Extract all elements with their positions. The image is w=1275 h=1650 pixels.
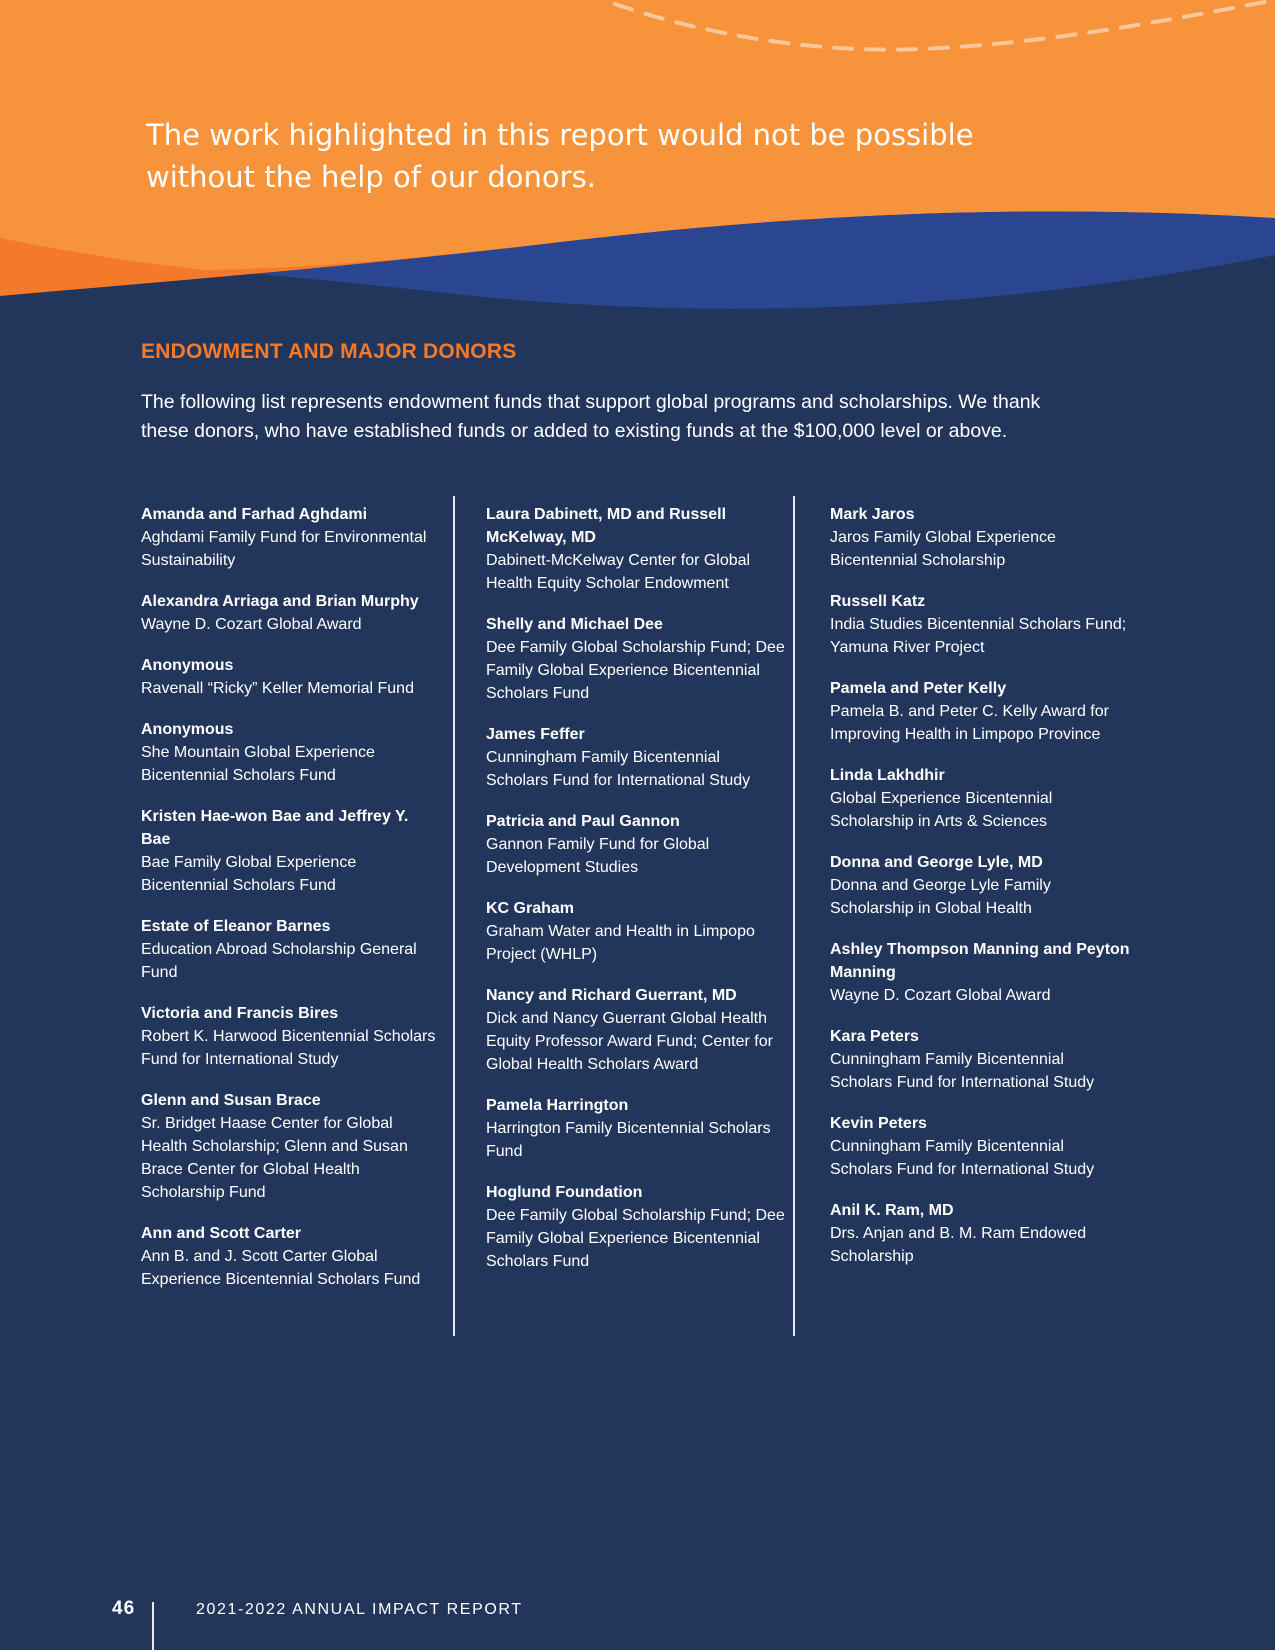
donor-entry xyxy=(830,851,1130,920)
donor-fund: Graham Water and Health in Limpopo Project (WHLP) xyxy=(486,923,755,963)
donor-fund: Harrington Family Bicentennial Scholars Fund xyxy=(486,1120,771,1160)
donor-fund: India Studies Bicentennial Scholars Fund; Yamuna River Project xyxy=(830,616,1127,656)
donor-fund: Global Experience Bicentennial Scholarship in Arts & Sciences xyxy=(830,790,1053,830)
donor-fund: Ravenall “Ricky” Keller Memorial Fund xyxy=(141,680,414,697)
donor-entry xyxy=(830,1199,1130,1268)
donor-entry xyxy=(141,590,441,636)
donor-fund: Aghdami Family Fund for Environmental Sustainability xyxy=(141,529,427,569)
column-divider xyxy=(453,496,455,1336)
donor-name: Ann and Scott Carter xyxy=(141,1225,302,1242)
donor-fund: Wayne D. Cozart Global Award xyxy=(141,616,362,633)
donor-fund: She Mountain Global Experience Bicentennial Scholars Fund xyxy=(141,744,375,784)
donor-fund: Education Abroad Scholarship General Fund xyxy=(141,941,417,981)
donor-name: Kevin Peters xyxy=(830,1115,927,1132)
donor-column-3 xyxy=(830,503,1130,1286)
donor-fund: Robert K. Harwood Bicentennial Scholars Fund for International Study xyxy=(141,1028,436,1068)
page-number: 46 xyxy=(112,1598,136,1619)
section-intro: The following list represents endowment funds that support global programs and scholarships. We thank these donors, who have established funds or added to existing funds at the $100,000 level or above. xyxy=(141,391,1041,442)
donor-fund: Pamela B. and Peter C. Kelly Award for Improving Health in Limpopo Province xyxy=(830,703,1109,743)
donor-fund: Gannon Family Fund for Global Development Studies xyxy=(486,836,710,876)
donor-name: Russell Katz xyxy=(830,593,926,610)
donor-name: Victoria and Francis Bires xyxy=(141,1005,339,1022)
donor-fund: Dabinett-McKelway Center for Global Health Equity Scholar Endowment xyxy=(486,552,751,592)
donor-name: KC Graham xyxy=(486,900,575,917)
donor-fund: Donna and George Lyle Family Scholarship in Global Health xyxy=(830,877,1051,917)
donor-name: Patricia and Paul Gannon xyxy=(486,813,680,830)
donor-fund: Bae Family Global Experience Bicentennial Scholars Fund xyxy=(141,854,357,894)
donor-entry xyxy=(486,810,786,879)
donor-name: Anil K. Ram, MD xyxy=(830,1202,954,1219)
donor-fund: Cunningham Family Bicentennial Scholars Fund for International Study xyxy=(830,1138,1095,1178)
donor-name: Amanda and Farhad Aghdami xyxy=(141,506,368,523)
donor-entry xyxy=(830,764,1130,833)
donor-name: Pamela and Peter Kelly xyxy=(830,680,1007,697)
donor-fund: Dick and Nancy Guerrant Global Health Equity Professor Award Fund; Center for Global Health Scholars Award xyxy=(486,1010,773,1073)
donor-fund: Jaros Family Global Experience Bicentennial Scholarship xyxy=(830,529,1056,569)
donor-name: Alexandra Arriaga and Brian Murphy xyxy=(141,593,419,610)
donor-entry xyxy=(486,613,786,705)
donor-name: Donna and George Lyle, MD xyxy=(830,854,1043,871)
donor-name: Mark Jaros xyxy=(830,506,915,523)
donor-name: Estate of Eleanor Barnes xyxy=(141,918,331,935)
donor-entry xyxy=(141,1002,441,1071)
donor-entry xyxy=(830,590,1130,659)
donor-fund: Dee Family Global Scholarship Fund; Dee Family Global Experience Bicentennial Scholars Fund xyxy=(486,1207,785,1270)
donor-entry xyxy=(486,984,786,1076)
donor-entry xyxy=(830,1112,1130,1181)
donor-entry xyxy=(141,1089,441,1204)
donor-name: Pamela Harrington xyxy=(486,1097,629,1114)
donor-name: James Feffer xyxy=(486,726,585,743)
donor-entry xyxy=(486,1181,786,1273)
donor-entry xyxy=(830,1025,1130,1094)
donor-name: Ashley Thompson Manning and Peyton Manning xyxy=(830,941,1130,981)
donor-entry xyxy=(830,503,1130,572)
donor-fund: Cunningham Family Bicentennial Scholars Fund for International Study xyxy=(830,1051,1095,1091)
donor-entry xyxy=(486,897,786,966)
footer-divider xyxy=(152,1602,154,1650)
donor-name: Shelly and Michael Dee xyxy=(486,616,663,633)
donor-fund: Drs. Anjan and B. M. Ram Endowed Scholarship xyxy=(830,1225,1087,1265)
donor-entry xyxy=(486,1094,786,1163)
donor-fund: Cunningham Family Bicentennial Scholars Fund for International Study xyxy=(486,749,751,789)
donor-entry xyxy=(486,723,786,792)
donor-entry xyxy=(141,805,441,897)
section-title: ENDOWMENT AND MAJOR DONORS xyxy=(141,340,517,363)
donor-fund: Dee Family Global Scholarship Fund; Dee Family Global Experience Bicentennial Scholars Fund xyxy=(486,639,785,702)
donor-entry xyxy=(830,938,1130,1007)
donor-name: Kristen Hae-won Bae and Jeffrey Y. Bae xyxy=(141,808,409,848)
donor-entry xyxy=(141,654,441,700)
donor-fund: Sr. Bridget Haase Center for Global Health Scholarship; Glenn and Susan Brace Center for Global Health Scholarship Fund xyxy=(141,1115,408,1201)
headline: The work highlighted in this report would not be possible without the help of our donors. xyxy=(146,118,974,194)
donor-name: Anonymous xyxy=(141,657,234,674)
donor-name: Hoglund Foundation xyxy=(486,1184,643,1201)
donor-entry xyxy=(830,677,1130,746)
column-divider xyxy=(793,496,795,1336)
donor-column-1 xyxy=(141,503,441,1309)
donor-entry xyxy=(141,503,441,572)
donor-entry xyxy=(141,718,441,787)
donor-column-2 xyxy=(486,503,786,1291)
donor-entry xyxy=(141,1222,441,1291)
report-title: 2021-2022 ANNUAL IMPACT REPORT xyxy=(196,1601,523,1618)
donor-entry xyxy=(141,915,441,984)
donor-name: Nancy and Richard Guerrant, MD xyxy=(486,987,737,1004)
donor-name: Laura Dabinett, MD and Russell McKelway, MD xyxy=(486,506,727,546)
donor-name: Anonymous xyxy=(141,721,234,738)
donor-fund: Ann B. and J. Scott Carter Global Experience Bicentennial Scholars Fund xyxy=(141,1248,421,1288)
donor-name: Glenn and Susan Brace xyxy=(141,1092,321,1109)
donor-entry xyxy=(486,503,786,595)
donor-name: Linda Lakhdhir xyxy=(830,767,945,784)
donor-name: Kara Peters xyxy=(830,1028,919,1045)
donor-fund: Wayne D. Cozart Global Award xyxy=(830,987,1051,1004)
